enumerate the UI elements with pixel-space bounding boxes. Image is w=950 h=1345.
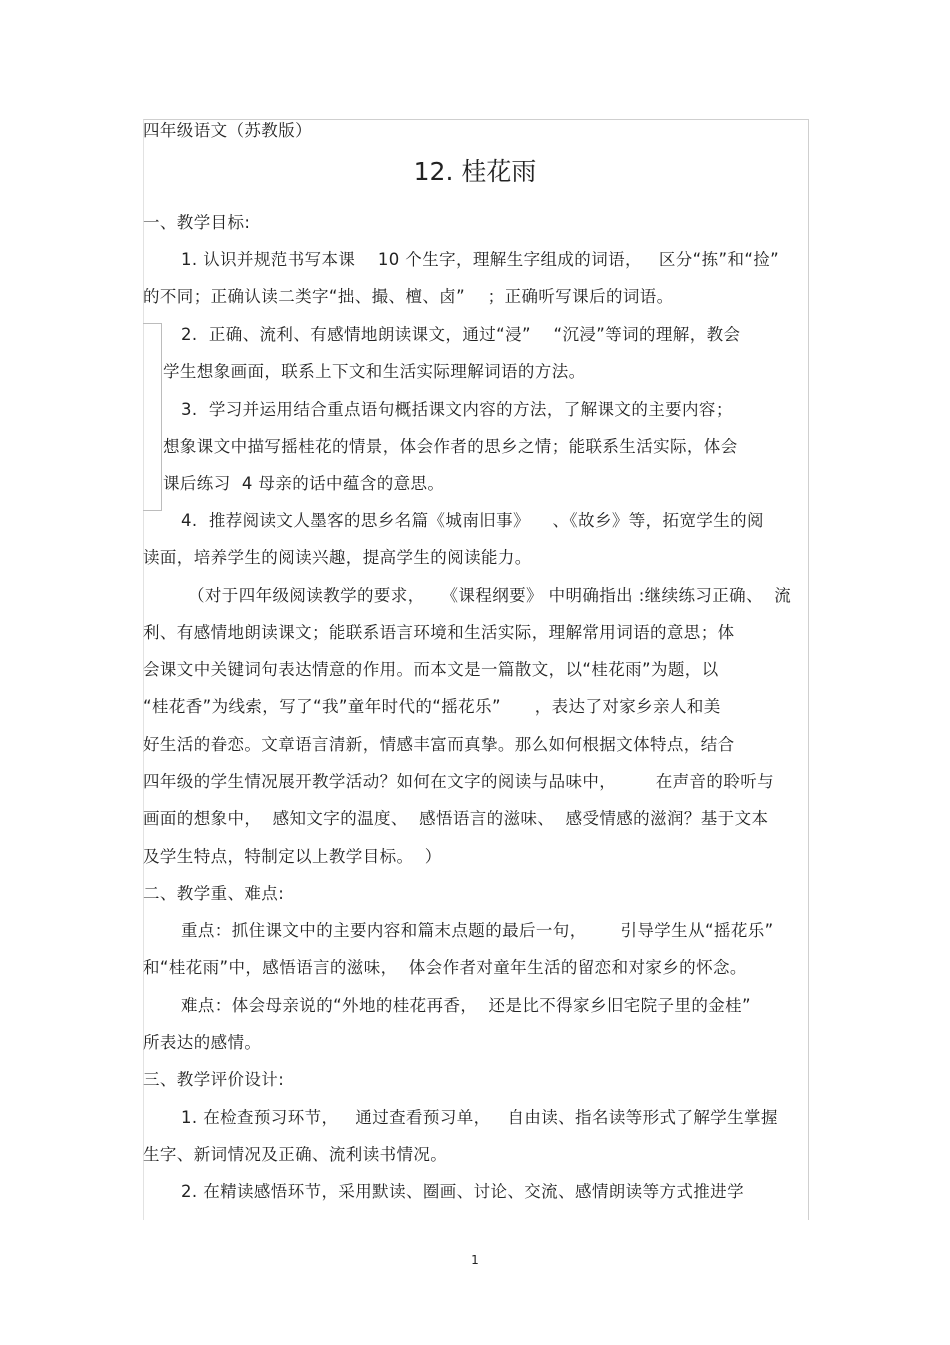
goal-4-line-1: 4. 推荐阅读文人墨客的思乡名篇《城南旧事》 、《故乡》等，拓宽学生的阅 [181,511,764,530]
goal-2-line-2: 学生想象画面，联系上下文和生活实际理解词语的方法。 [163,362,586,381]
goal-1-line-1: 1. 认识并规范书写本课 10 个生字，理解生字组成的词语， 区分“拣”和“捡” [181,250,780,269]
evaluation-1-line-1: 1. 在检查预习环节， 通过查看预习单， 自由读、指名读等形式了解学生掌握 [181,1108,778,1127]
keypoint-line-2: 和“桂花雨”中，感悟语言的滋味， 体会作者对童年生活的留恋和对家乡的怀念。 [143,958,747,977]
note-line-6: 四年级的学生情况展开教学活动？如何在文字的阅读与品味中， 在声音的聆听与 [143,772,775,791]
note-line-1: （对于四年级阅读教学的要求， 《课程纲要》 中明确指出 :继续练习正确、 流 [188,586,792,605]
goal-2-line-1: 2. 正确、流利、有感情地朗读课文，通过“浸” “沉浸”等词的理解，教会 [181,325,741,344]
note-line-8: 及学生特点，特制定以上教学目标。 ） [143,847,442,866]
note-line-7: 画面的想象中， 感知文字的温度、 感悟语言的滋味、 感受情感的滋润？基于文本 [143,809,769,828]
evaluation-1-line-2: 生字、新词情况及正确、流利读书情况。 [143,1145,448,1164]
goal-3-line-1: 3. 学习并运用结合重点语句概括课文内容的方法，了解课文的主要内容； [181,400,733,419]
lesson-title: 12. 桂花雨 [413,157,537,186]
note-line-4: “桂花香”为线索，写了“我”童年时代的“摇花乐” ，表达了对家乡亲人和美 [143,697,721,716]
difficulty-line-2: 所表达的感情。 [143,1033,262,1052]
goal-1-line-2: 的不同；正确认读二类字“拙、撮、檀、卤” ；正确听写课后的词语。 [143,287,674,306]
margin-bracket [143,323,162,511]
note-line-5: 好生活的眷恋。文章语言清新，情感丰富而真挚。那么如何根据文体特点，结合 [143,735,735,754]
note-line-2: 利、有感情地朗读课文；能联系语言环境和生活实际，理解常用词语的意思；体 [143,623,735,642]
document-header: 四年级语文（苏教版） [143,121,312,140]
page-number: 1 [471,1253,479,1267]
note-line-3: 会课文中关键词句表达情意的作用。而本文是一篇散文，以“桂花雨”为题，以 [143,660,719,679]
goal-4-line-2: 读面，培养学生的阅读兴趣，提高学生的阅读能力。 [143,548,532,567]
difficulty-line-1: 难点：体会母亲说的“外地的桂花再香， 还是比不得家乡旧宅院子里的金桂” [181,996,751,1015]
section-heading-goals: 一、教学目标: [143,213,251,232]
keypoint-line-1: 重点：抓住课文中的主要内容和篇末点题的最后一句， 引导学生从“摇花乐” [181,921,774,940]
section-heading-keypoints: 二、教学重、难点: [143,884,285,903]
goal-3-line-2: 想象课文中描写摇桂花的情景，体会作者的思乡之情；能联系生活实际，体会 [163,437,738,456]
evaluation-2-line-1: 2. 在精读感悟环节，采用默读、圈画、讨论、交流、感情朗读等方式推进学 [181,1182,744,1201]
section-heading-evaluation: 三、教学评价设计: [143,1070,285,1089]
goal-3-line-3: 课后练习 4 母亲的话中蕴含的意思。 [163,474,445,493]
